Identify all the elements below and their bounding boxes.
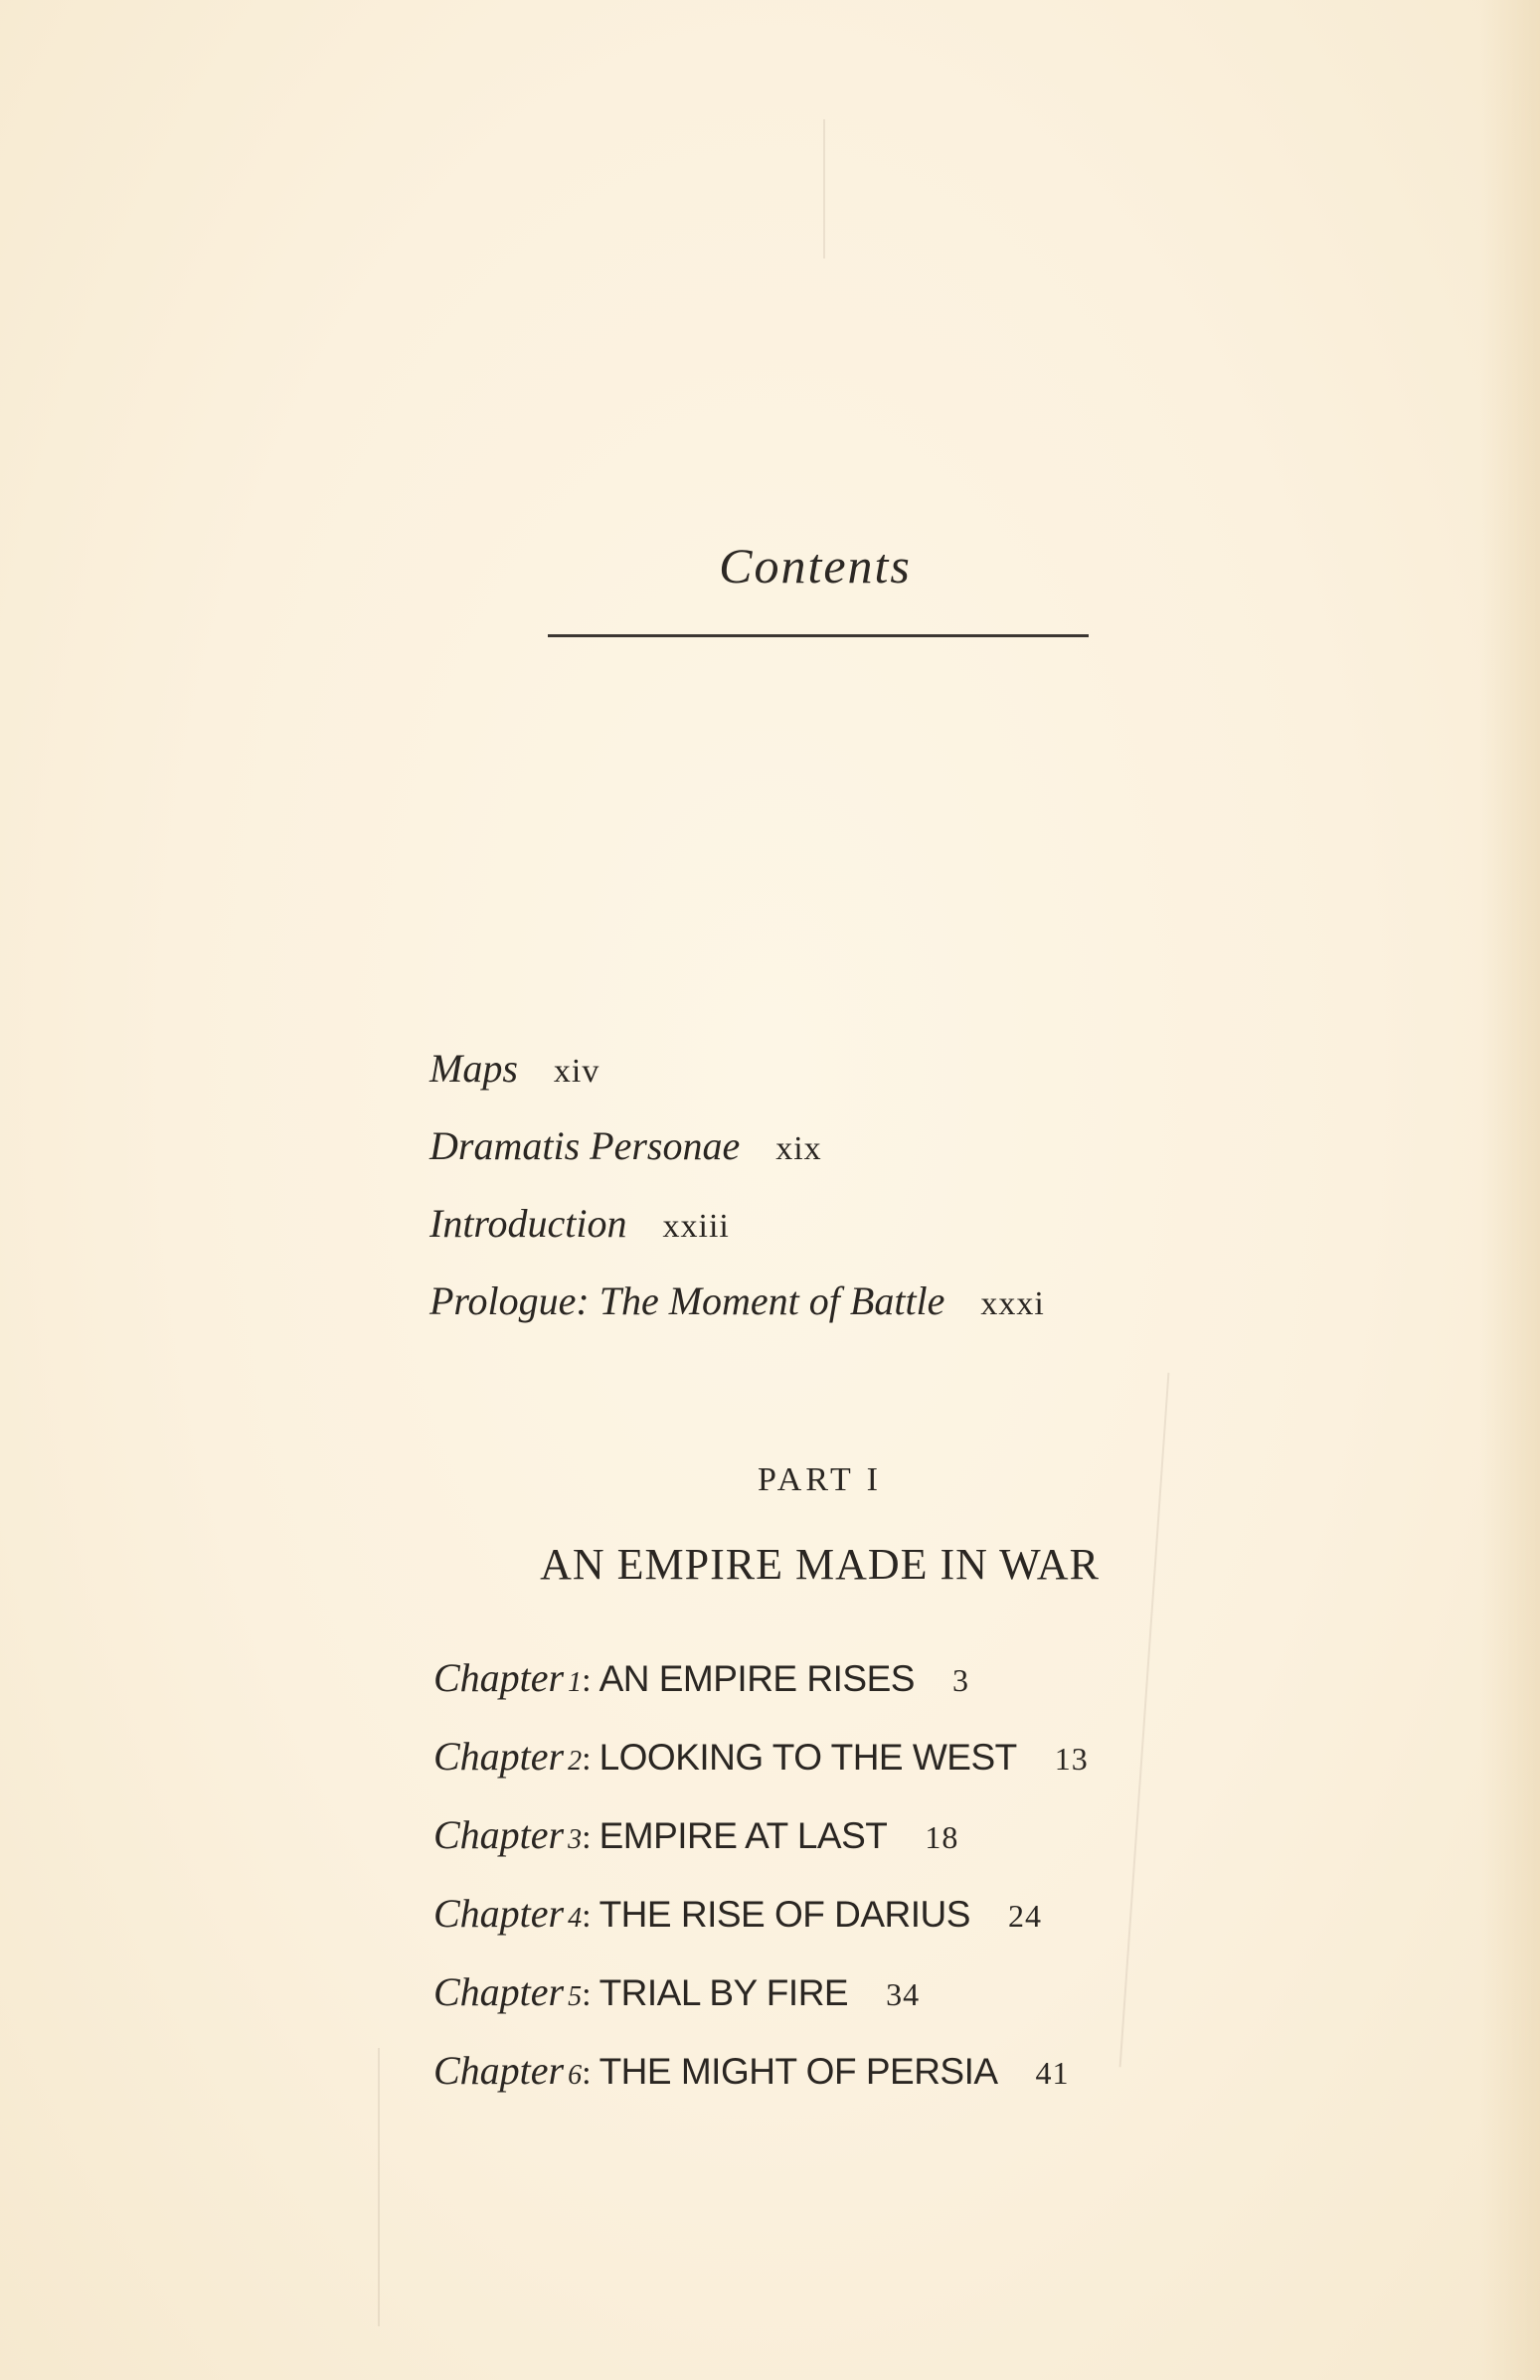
front-matter-label: Introduction [429,1201,627,1246]
chapter-number: 3 [568,1824,583,1855]
front-matter-item[interactable] [429,1263,1045,1340]
title-rule [548,634,1089,637]
chapter-entry[interactable] [433,1795,1089,1874]
paper-crease [378,2048,380,2326]
page-title: Contents [719,538,912,594]
chapter-colon: : [582,1819,592,1856]
front-matter-item[interactable] [429,1030,1045,1107]
chapter-page: 3 [951,1662,969,1698]
chapter-page: 41 [1035,2055,1070,2091]
chapter-label: Chapter [433,1891,565,1936]
chapter-colon: : [582,1741,592,1778]
front-matter-page: xxiii [662,1208,730,1245]
chapter-page: 34 [886,1976,921,2012]
chapter-label: Chapter [433,1655,565,1700]
chapter-entry[interactable] [433,1717,1089,1795]
chapter-entry[interactable] [433,1638,1089,1717]
chapter-entry[interactable] [433,1874,1089,1953]
chapter-label: Chapter [433,2048,565,2093]
chapter-title: EMPIRE AT LAST [599,1815,888,1856]
chapter-title: THE MIGHT OF PERSIA [599,2051,998,2092]
chapter-page: 24 [1007,1898,1042,1934]
chapter-colon: : [582,1976,592,2013]
front-matter-label: Dramatis Personae [429,1123,741,1168]
chapter-number: 6 [568,2060,583,2091]
chapter-number: 4 [568,1903,583,1934]
chapter-list [433,1638,1089,2110]
chapter-entry[interactable] [433,2031,1089,2110]
chapter-label: Chapter [433,1812,565,1857]
chapter-page: 18 [925,1819,959,1855]
front-matter-page: xxxi [980,1285,1045,1322]
paper-crease [823,119,825,258]
chapter-colon: : [582,1662,592,1699]
chapter-page: 13 [1054,1741,1089,1777]
front-matter-page: xiv [553,1053,600,1090]
chapter-title: TRIAL BY FIRE [599,1972,849,2013]
front-matter-label: Prologue: The Moment of Battle [429,1278,945,1323]
page-edge-shadow [1480,0,1540,2380]
front-matter-label: Maps [429,1046,518,1091]
chapter-entry[interactable] [433,1953,1089,2031]
part-title: AN EMPIRE MADE IN WAR [540,1540,1100,1589]
chapter-title: THE RISE OF DARIUS [599,1894,970,1935]
chapter-label: Chapter [433,1734,565,1779]
chapter-label: Chapter [433,1969,565,2014]
front-matter-item[interactable] [429,1185,1045,1263]
chapter-title: AN EMPIRE RISES [599,1658,915,1699]
chapter-title: LOOKING TO THE WEST [599,1737,1017,1778]
chapter-number: 5 [568,1981,583,2012]
chapter-colon: : [582,1898,592,1935]
chapter-colon: : [582,2055,592,2092]
chapter-number: 1 [568,1667,583,1698]
front-matter-page: xix [775,1130,822,1167]
front-matter-list [429,1030,1045,1340]
chapter-number: 2 [568,1746,583,1777]
front-matter-item[interactable] [429,1107,1045,1185]
part-label: PART I [758,1461,882,1498]
